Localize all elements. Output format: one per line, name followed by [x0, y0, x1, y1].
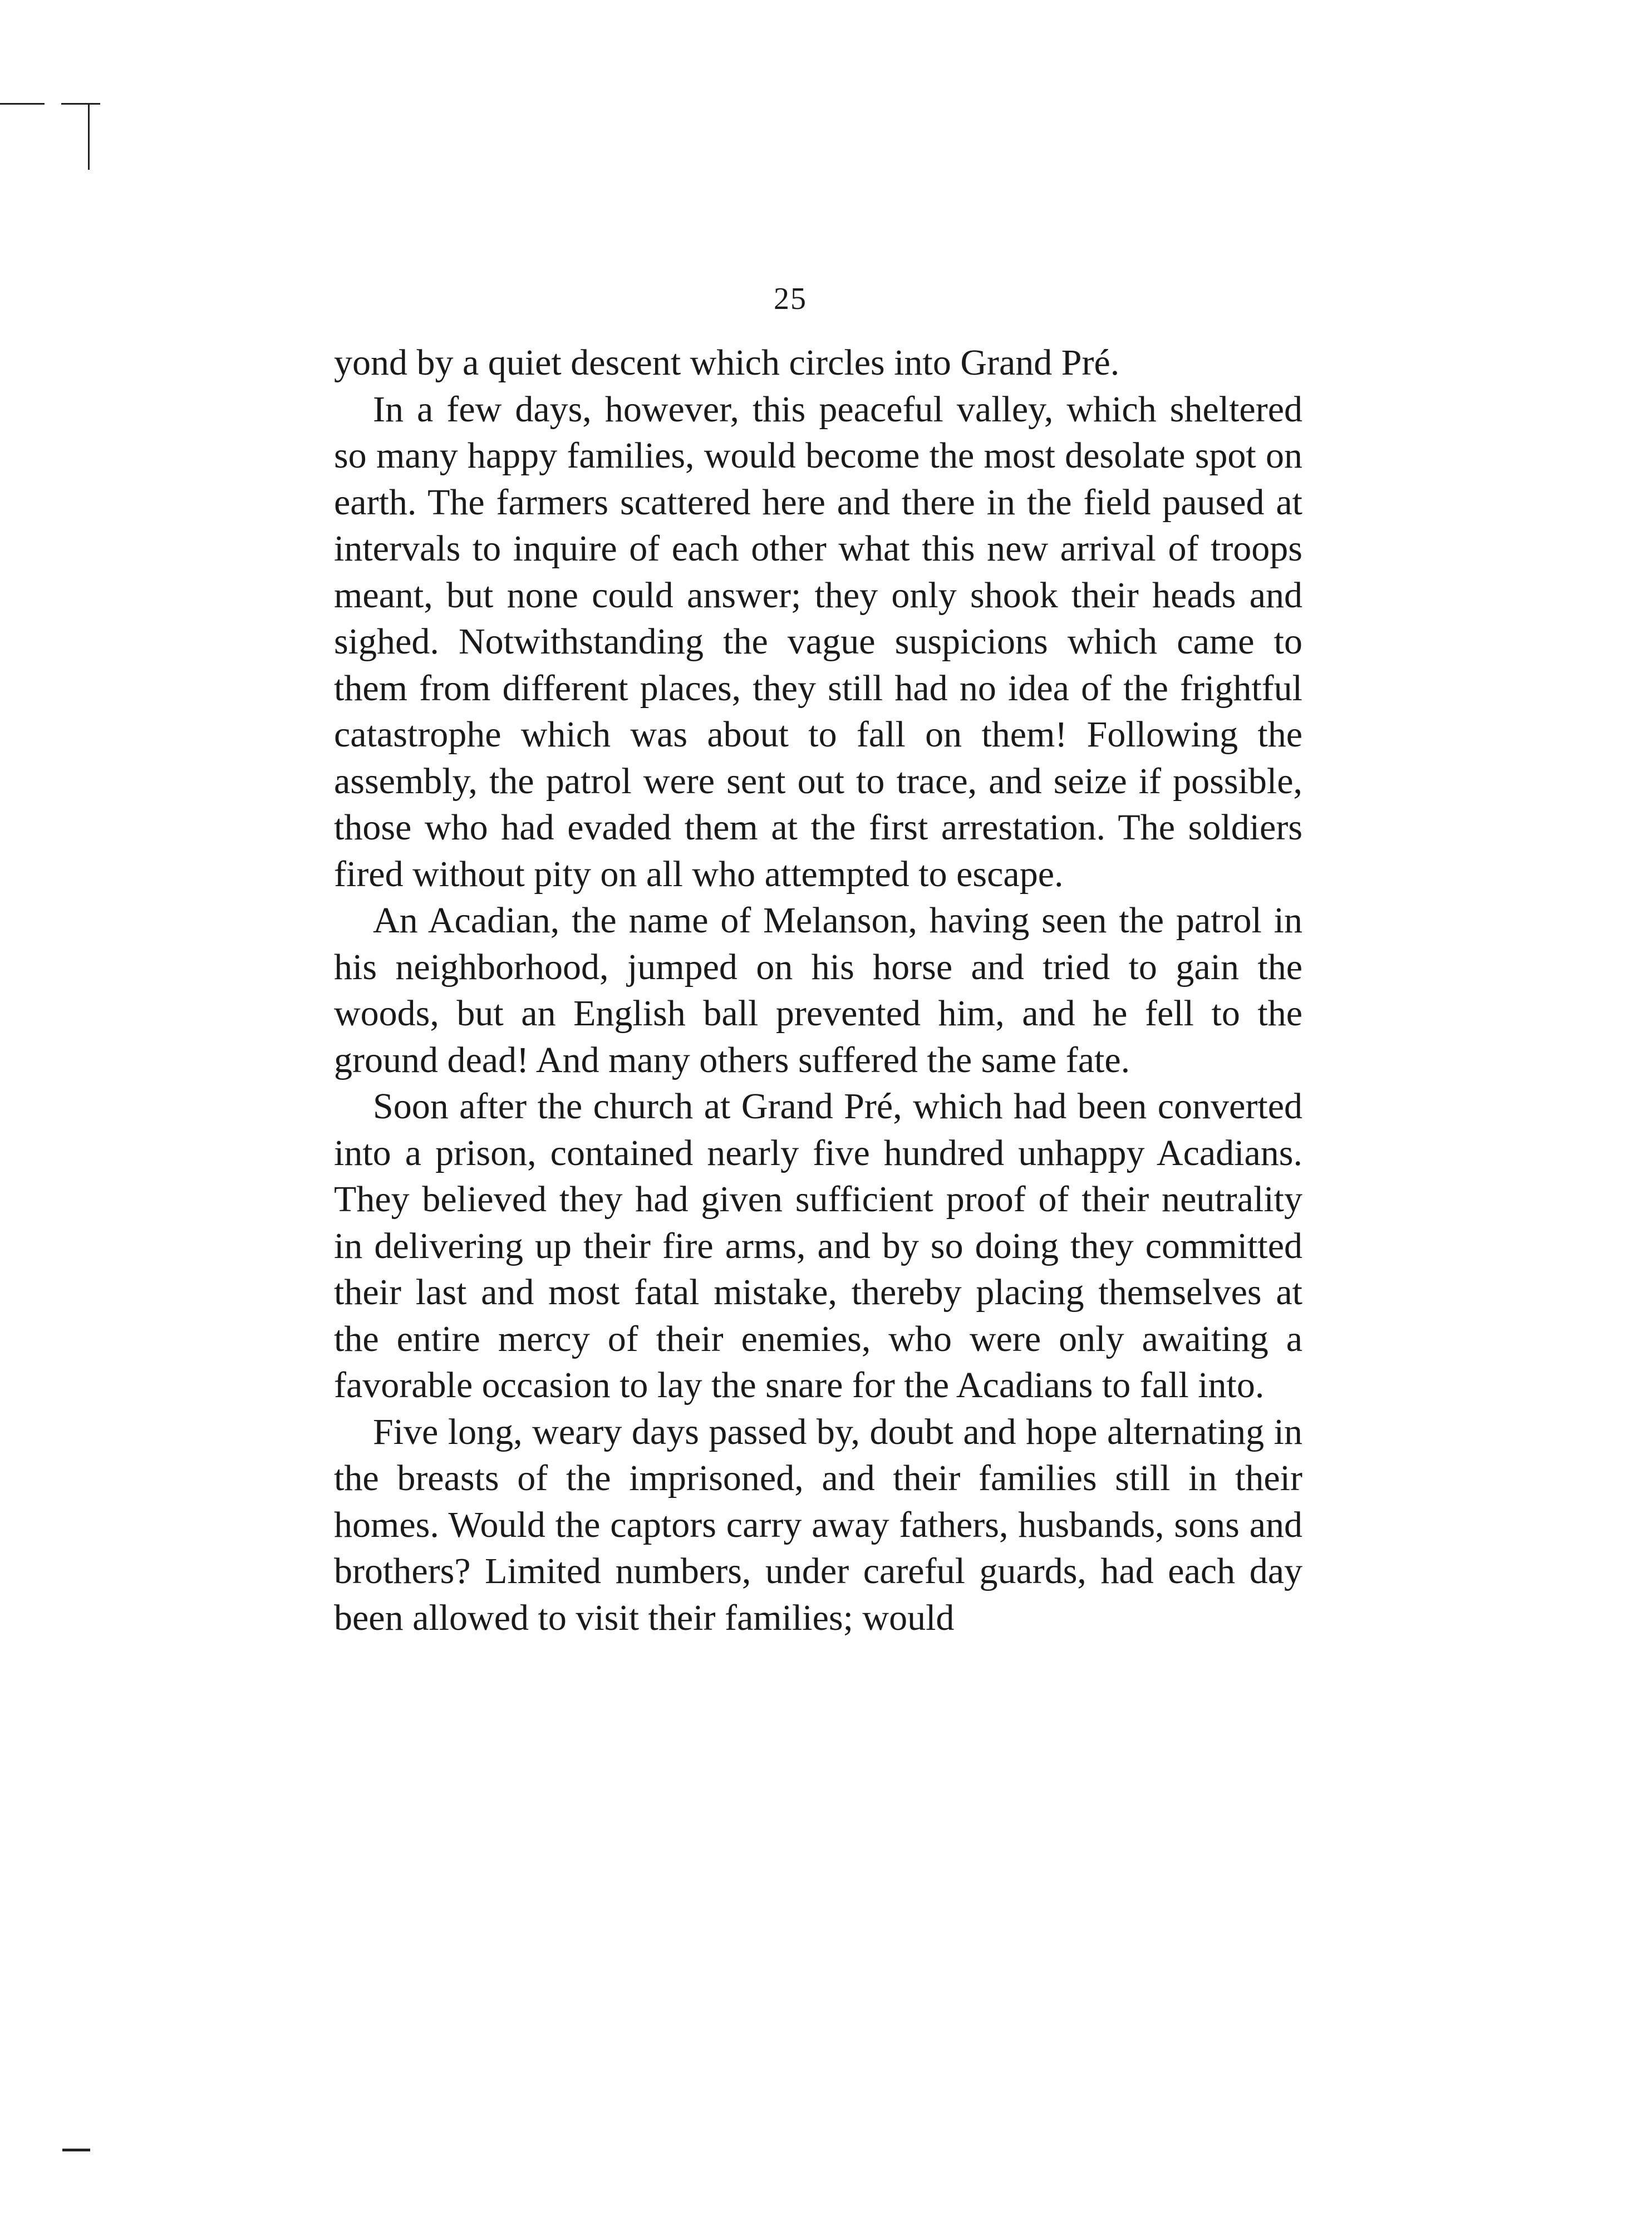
scan-mark [62, 2149, 90, 2151]
page-number: 25 [774, 282, 807, 316]
scan-mark [88, 103, 90, 170]
paragraph: An Acadian, the name of Melanson, having seen the patrol in his neighborhood, jumped on his horse and tried to gain the woods, but an English ball prevented him, and he fell to the ground dead! And many others suffered the same fate. [334, 900, 1302, 1080]
paragraph: Five long, weary days passed by, doubt and hope alternating in the breasts of the imprisoned, and their families still in their homes. Would the captors carry away fathers, husbands, sons and brothers? Limited numbers, under careful guards, had each day been allowed to visit their families; would [334, 1411, 1302, 1638]
scan-mark [61, 103, 100, 105]
paragraph: Soon after the church at Grand Pré, which had been converted into a prison, contained nearly five hundred unhappy Acadians. They believed they had given sufficient proof of their neutrality in delivering up their fire arms, and by so doing they committed their last and most fatal mistake, thereby placing themselves at the entire mercy of their enemies, who were only awaiting a favorable occasion to lay the snare for the Acadians to fall into. [334, 1086, 1302, 1406]
paragraph: yond by a quiet descent which circles into Grand Pré. [334, 342, 1120, 383]
paragraph: In a few days, however, this peaceful valley, which sheltered so many happy families, would become the most desolate spot on earth. The farmers scattered here and there in the field paused at intervals to inquire of each other what this new arrival of troops meant, but none could answer; they only shook their heads and sighed. Notwithstanding the vague suspicions which came to them from different places, they still had no idea of the frightful catastrophe which was about to fall on them! Following the assembly, the patrol were sent out to trace, and seize if possible, those who had evaded them at the first arrestation. The soldiers fired without pity on all who attempted to escape. [334, 389, 1302, 895]
body-text [334, 340, 1302, 1641]
scan-mark [0, 103, 45, 105]
